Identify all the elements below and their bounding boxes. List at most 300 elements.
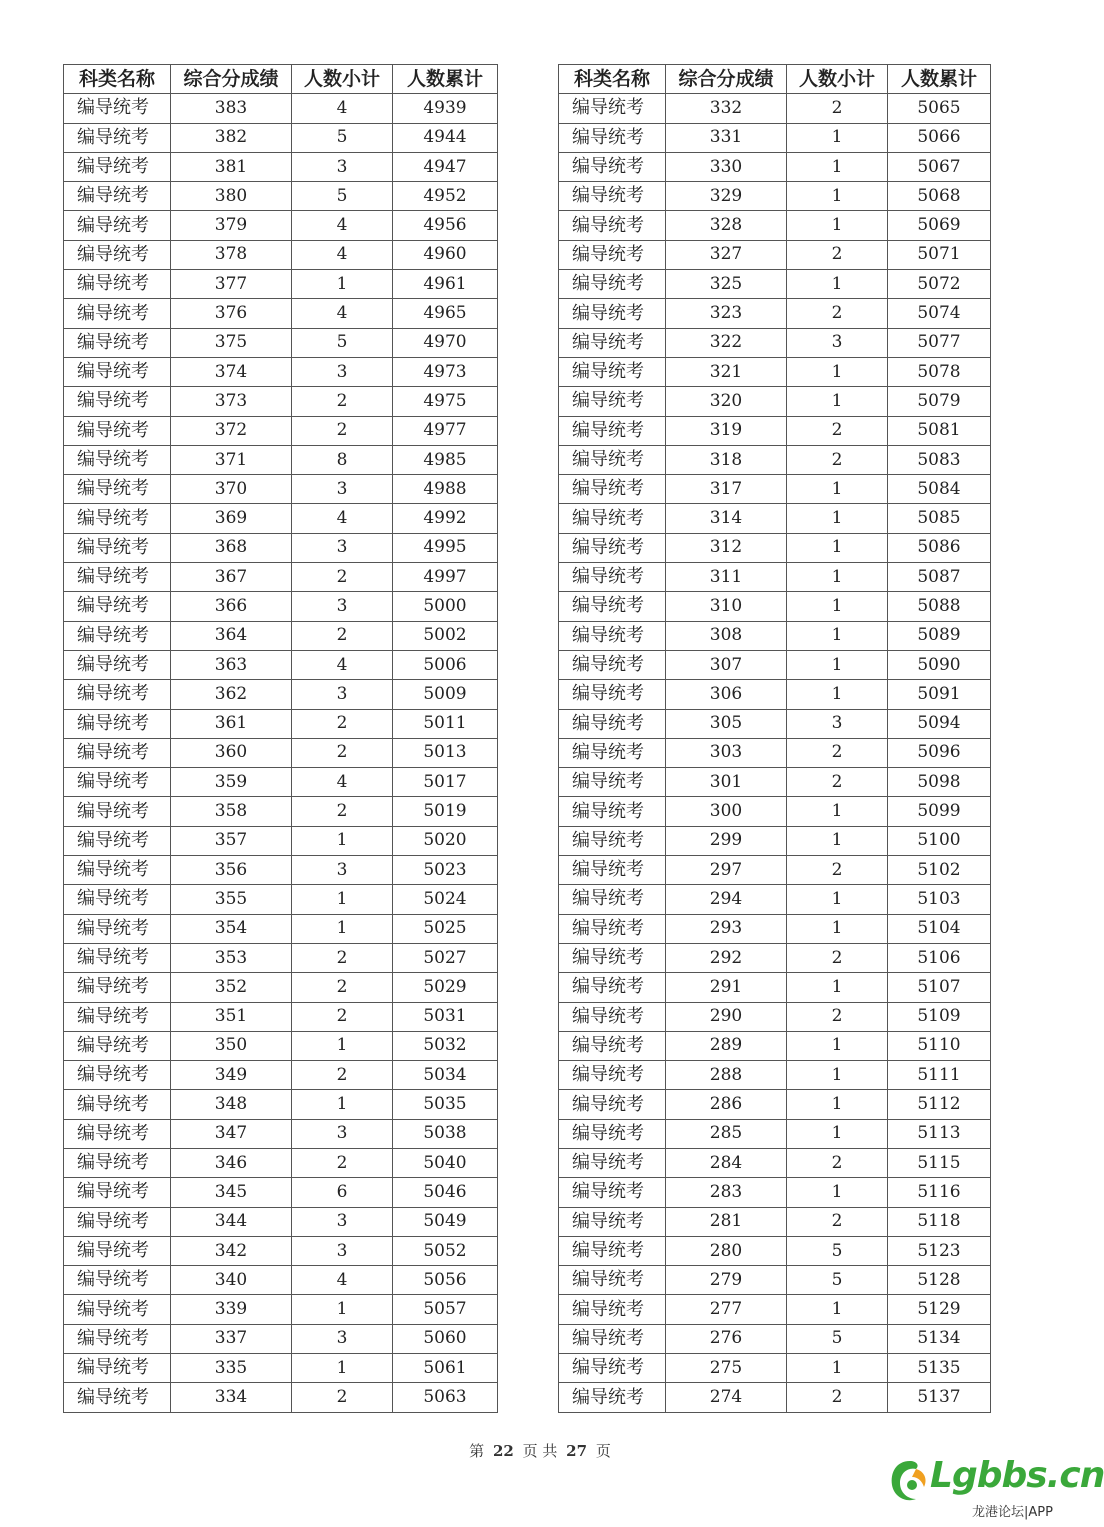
score-cell: 383 [171,94,292,123]
cumulative-cell: 5017 [393,768,498,797]
count-cell: 3 [292,1236,393,1265]
cumulative-cell: 5038 [393,1119,498,1148]
table-row [559,123,991,152]
cumulative-cell: 5118 [888,1207,991,1236]
table-row [64,1324,498,1353]
score-cell: 307 [666,650,787,679]
score-cell: 362 [171,680,292,709]
cumulative-cell: 4939 [393,94,498,123]
score-cell: 297 [666,856,787,885]
score-cell: 347 [171,1119,292,1148]
cumulative-cell: 5009 [393,680,498,709]
category-cell: 编导统考 [64,533,171,562]
cumulative-cell: 4947 [393,152,498,181]
score-cell: 377 [171,270,292,299]
count-cell: 1 [787,563,888,592]
category-cell: 编导统考 [64,914,171,943]
category-cell: 编导统考 [559,152,666,181]
count-cell: 3 [292,475,393,504]
cumulative-cell: 5089 [888,621,991,650]
category-cell: 编导统考 [64,94,171,123]
category-cell: 编导统考 [559,768,666,797]
category-cell: 编导统考 [559,328,666,357]
count-cell: 5 [787,1266,888,1295]
cumulative-cell: 5063 [393,1383,498,1412]
cumulative-cell: 4997 [393,563,498,592]
score-cell: 328 [666,211,787,240]
table-row [64,182,498,211]
table-row [64,240,498,269]
cumulative-cell: 5107 [888,973,991,1002]
cumulative-cell: 5066 [888,123,991,152]
category-cell: 编导统考 [64,387,171,416]
col-header-category: 科类名称 [559,65,666,94]
category-cell: 编导统考 [64,475,171,504]
score-cell: 327 [666,240,787,269]
count-cell: 1 [787,504,888,533]
cumulative-cell: 5029 [393,973,498,1002]
table-row [64,357,498,386]
score-cell: 370 [171,475,292,504]
cumulative-cell: 5129 [888,1295,991,1324]
count-cell: 1 [292,1295,393,1324]
score-cell: 380 [171,182,292,211]
count-cell: 1 [787,182,888,211]
count-cell: 1 [787,797,888,826]
score-cell: 329 [666,182,787,211]
table-row [559,1119,991,1148]
table-row [559,709,991,738]
table-row [559,533,991,562]
count-cell: 1 [787,1119,888,1148]
count-cell: 2 [292,1148,393,1177]
score-cell: 354 [171,914,292,943]
table-row [64,152,498,181]
table-row [559,914,991,943]
table-row [559,152,991,181]
cumulative-cell: 5085 [888,504,991,533]
count-cell: 1 [787,1090,888,1119]
category-cell: 编导统考 [559,1383,666,1412]
score-cell: 376 [171,299,292,328]
count-cell: 2 [292,1002,393,1031]
count-cell: 2 [292,1061,393,1090]
cumulative-cell: 5052 [393,1236,498,1265]
lgbbs-emblem-icon [886,1455,934,1507]
score-cell: 300 [666,797,787,826]
score-cell: 279 [666,1266,787,1295]
cumulative-cell: 5099 [888,797,991,826]
count-cell: 2 [787,856,888,885]
cumulative-cell: 5057 [393,1295,498,1324]
category-cell: 编导统考 [559,856,666,885]
table-row [64,768,498,797]
category-cell: 编导统考 [64,621,171,650]
category-cell: 编导统考 [64,1236,171,1265]
score-cell: 331 [666,123,787,152]
count-cell: 1 [787,592,888,621]
count-cell: 2 [787,1207,888,1236]
cumulative-cell: 5102 [888,856,991,885]
cumulative-cell: 5094 [888,709,991,738]
category-cell: 编导统考 [559,621,666,650]
count-cell: 1 [292,914,393,943]
table-row [559,1061,991,1090]
score-cell: 346 [171,1148,292,1177]
score-cell: 323 [666,299,787,328]
cumulative-cell: 5074 [888,299,991,328]
score-table-right-body [559,94,991,1412]
cumulative-cell: 5006 [393,650,498,679]
table-row [559,240,991,269]
category-cell: 编导统考 [559,738,666,767]
count-cell: 3 [292,1119,393,1148]
category-cell: 编导统考 [559,1354,666,1383]
col-header-count: 人数小计 [787,65,888,94]
score-cell: 357 [171,826,292,855]
score-cell: 317 [666,475,787,504]
score-cell: 332 [666,94,787,123]
table-row [64,1266,498,1295]
category-cell: 编导统考 [559,240,666,269]
category-cell: 编导统考 [559,709,666,738]
count-cell: 1 [787,357,888,386]
score-cell: 350 [171,1031,292,1060]
cumulative-cell: 5128 [888,1266,991,1295]
cumulative-cell: 4944 [393,123,498,152]
category-cell: 编导统考 [64,1354,171,1383]
table-row [64,797,498,826]
cumulative-cell: 5011 [393,709,498,738]
count-cell: 4 [292,768,393,797]
score-cell: 355 [171,885,292,914]
logo-wordmark: Lgbbs.cn [930,1455,1104,1496]
category-cell: 编导统考 [64,1119,171,1148]
count-cell: 3 [292,357,393,386]
table-row [559,211,991,240]
count-cell: 2 [292,1383,393,1412]
count-cell: 4 [292,211,393,240]
col-header-count: 人数小计 [292,65,393,94]
cumulative-cell: 5025 [393,914,498,943]
score-cell: 345 [171,1178,292,1207]
table-row [559,943,991,972]
category-cell: 编导统考 [64,943,171,972]
table-row [559,768,991,797]
cumulative-cell: 5024 [393,885,498,914]
category-cell: 编导统考 [64,240,171,269]
cumulative-cell: 5112 [888,1090,991,1119]
cumulative-cell: 5049 [393,1207,498,1236]
cumulative-cell: 5034 [393,1061,498,1090]
category-cell: 编导统考 [64,650,171,679]
count-cell: 8 [292,445,393,474]
table-row [64,943,498,972]
count-cell: 1 [787,123,888,152]
col-header-cumulative: 人数累计 [888,65,991,94]
count-cell: 1 [787,621,888,650]
table-row [559,1207,991,1236]
footer-suffix: 页 [595,1442,611,1460]
table-row [64,826,498,855]
category-cell: 编导统考 [559,1002,666,1031]
table-row [64,123,498,152]
table-row [64,709,498,738]
table-row [559,885,991,914]
category-cell: 编导统考 [559,123,666,152]
score-cell: 368 [171,533,292,562]
count-cell: 1 [787,270,888,299]
cumulative-cell: 5046 [393,1178,498,1207]
category-cell: 编导统考 [559,387,666,416]
score-cell: 284 [666,1148,787,1177]
category-cell: 编导统考 [559,1061,666,1090]
cumulative-cell: 5109 [888,1002,991,1031]
score-cell: 277 [666,1295,787,1324]
count-cell: 1 [787,1295,888,1324]
category-cell: 编导统考 [64,445,171,474]
count-cell: 1 [787,973,888,1002]
category-cell: 编导统考 [64,709,171,738]
col-header-score: 综合分成绩 [666,65,787,94]
score-cell: 301 [666,768,787,797]
category-cell: 编导统考 [559,914,666,943]
cumulative-cell: 5081 [888,416,991,445]
count-cell: 6 [292,1178,393,1207]
cumulative-cell: 5067 [888,152,991,181]
cumulative-cell: 5100 [888,826,991,855]
table-row [64,299,498,328]
count-cell: 5 [787,1324,888,1353]
table-row [64,856,498,885]
score-cell: 334 [171,1383,292,1412]
score-cell: 276 [666,1324,787,1353]
footer-middle: 页 共 [522,1442,558,1460]
score-cell: 283 [666,1178,787,1207]
count-cell: 2 [292,943,393,972]
cumulative-cell: 5020 [393,826,498,855]
category-cell: 编导统考 [559,1207,666,1236]
score-cell: 364 [171,621,292,650]
category-cell: 编导统考 [64,1002,171,1031]
col-header-cumulative: 人数累计 [393,65,498,94]
cumulative-cell: 5111 [888,1061,991,1090]
table-row [559,1236,991,1265]
count-cell: 1 [787,650,888,679]
table-row [64,1002,498,1031]
category-cell: 编导统考 [64,357,171,386]
table-row [64,416,498,445]
category-cell: 编导统考 [64,152,171,181]
category-cell: 编导统考 [559,943,666,972]
cumulative-cell: 4988 [393,475,498,504]
score-cell: 310 [666,592,787,621]
score-cell: 351 [171,1002,292,1031]
cumulative-cell: 4973 [393,357,498,386]
cumulative-cell: 5110 [888,1031,991,1060]
current-page-number: 22 [492,1442,514,1460]
table-row [559,299,991,328]
table-row [559,1324,991,1353]
score-cell: 286 [666,1090,787,1119]
table-row [559,680,991,709]
table-row [64,270,498,299]
table-row [64,1061,498,1090]
table-row [559,592,991,621]
count-cell: 2 [292,563,393,592]
score-cell: 356 [171,856,292,885]
cumulative-cell: 4956 [393,211,498,240]
category-cell: 编导统考 [64,270,171,299]
score-cell: 337 [171,1324,292,1353]
category-cell: 编导统考 [64,182,171,211]
cumulative-cell: 4960 [393,240,498,269]
category-cell: 编导统考 [559,650,666,679]
cumulative-cell: 5115 [888,1148,991,1177]
score-cell: 349 [171,1061,292,1090]
cumulative-cell: 5103 [888,885,991,914]
cumulative-cell: 5032 [393,1031,498,1060]
cumulative-cell: 5090 [888,650,991,679]
count-cell: 3 [787,709,888,738]
cumulative-cell: 5134 [888,1324,991,1353]
category-cell: 编导统考 [559,1324,666,1353]
table-row [559,475,991,504]
table-row [559,357,991,386]
category-cell: 编导统考 [64,123,171,152]
score-cell: 305 [666,709,787,738]
category-cell: 编导统考 [559,475,666,504]
cumulative-cell: 4985 [393,445,498,474]
count-cell: 5 [787,1236,888,1265]
count-cell: 1 [787,211,888,240]
cumulative-cell: 5113 [888,1119,991,1148]
score-cell: 358 [171,797,292,826]
cumulative-cell: 5071 [888,240,991,269]
category-cell: 编导统考 [559,211,666,240]
category-cell: 编导统考 [559,1236,666,1265]
score-table-left [63,64,498,1413]
cumulative-cell: 5027 [393,943,498,972]
score-cell: 348 [171,1090,292,1119]
count-cell: 4 [292,650,393,679]
score-cell: 371 [171,445,292,474]
table-row [64,211,498,240]
score-cell: 378 [171,240,292,269]
score-cell: 379 [171,211,292,240]
count-cell: 2 [292,387,393,416]
score-cell: 280 [666,1236,787,1265]
count-cell: 1 [787,387,888,416]
logo-subtitle: 龙港论坛|APP [972,1505,1053,1520]
score-cell: 303 [666,738,787,767]
category-cell: 编导统考 [559,445,666,474]
score-table-right [558,64,991,1413]
score-cell: 291 [666,973,787,1002]
lgbbs-watermark-logo [886,1455,1104,1525]
table-row [64,1148,498,1177]
table-row [559,328,991,357]
table-row [64,504,498,533]
category-cell: 编导统考 [559,416,666,445]
category-cell: 编导统考 [64,1383,171,1412]
cumulative-cell: 5065 [888,94,991,123]
category-cell: 编导统考 [559,1090,666,1119]
table-row [64,563,498,592]
count-cell: 2 [787,943,888,972]
category-cell: 编导统考 [64,973,171,1002]
count-cell: 2 [787,299,888,328]
count-cell: 2 [292,416,393,445]
table-row [559,1266,991,1295]
cumulative-cell: 5060 [393,1324,498,1353]
count-cell: 1 [787,914,888,943]
count-cell: 4 [292,299,393,328]
count-cell: 2 [787,738,888,767]
count-cell: 1 [787,680,888,709]
count-cell: 2 [292,973,393,1002]
count-cell: 1 [292,1031,393,1060]
cumulative-cell: 4965 [393,299,498,328]
cumulative-cell: 5077 [888,328,991,357]
table-row [559,621,991,650]
score-cell: 290 [666,1002,787,1031]
score-cell: 274 [666,1383,787,1412]
count-cell: 2 [292,738,393,767]
cumulative-cell: 5068 [888,182,991,211]
score-cell: 353 [171,943,292,972]
count-cell: 1 [292,826,393,855]
cumulative-cell: 5116 [888,1178,991,1207]
category-cell: 编导统考 [559,357,666,386]
table-row [559,826,991,855]
table-row [559,1031,991,1060]
category-cell: 编导统考 [64,1090,171,1119]
category-cell: 编导统考 [559,1148,666,1177]
category-cell: 编导统考 [64,1061,171,1090]
category-cell: 编导统考 [64,797,171,826]
score-cell: 335 [171,1354,292,1383]
count-cell: 1 [787,826,888,855]
category-cell: 编导统考 [559,885,666,914]
count-cell: 3 [292,856,393,885]
cumulative-cell: 4977 [393,416,498,445]
score-cell: 319 [666,416,787,445]
category-cell: 编导统考 [64,504,171,533]
table-row [559,387,991,416]
cumulative-cell: 5135 [888,1354,991,1383]
cumulative-cell: 5019 [393,797,498,826]
category-cell: 编导统考 [559,182,666,211]
table-row [559,1002,991,1031]
score-cell: 320 [666,387,787,416]
score-cell: 322 [666,328,787,357]
score-cell: 294 [666,885,787,914]
score-cell: 314 [666,504,787,533]
cumulative-cell: 5056 [393,1266,498,1295]
cumulative-cell: 5040 [393,1148,498,1177]
cumulative-cell: 5035 [393,1090,498,1119]
table-row [64,1295,498,1324]
table-row [64,914,498,943]
category-cell: 编导统考 [64,768,171,797]
category-cell: 编导统考 [559,270,666,299]
score-cell: 308 [666,621,787,650]
table-row [559,650,991,679]
category-cell: 编导统考 [64,299,171,328]
count-cell: 5 [292,123,393,152]
category-cell: 编导统考 [559,1119,666,1148]
